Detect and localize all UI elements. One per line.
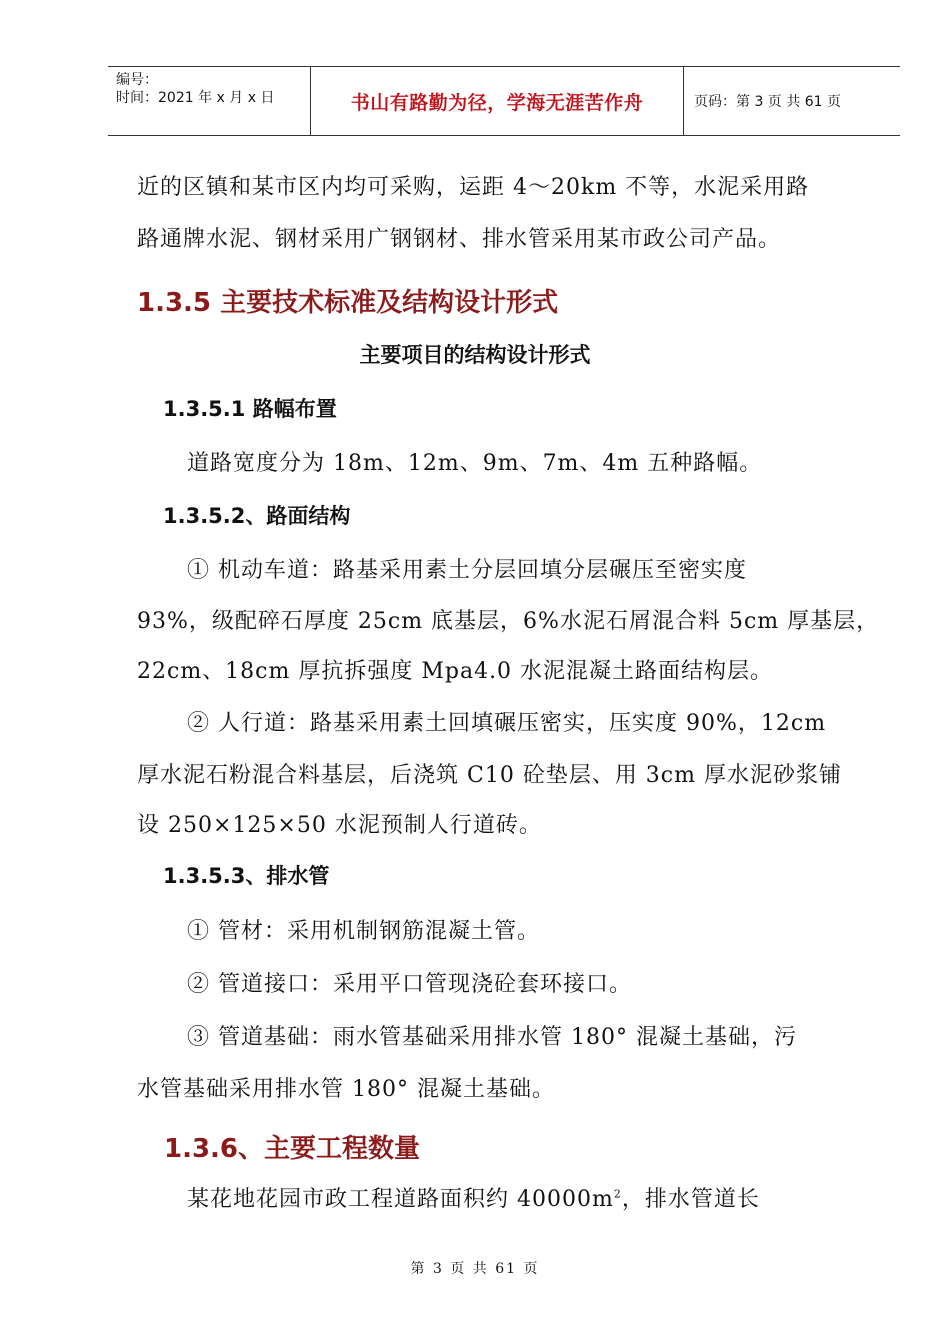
- subsection-heading-1-3-5-2: 1.3.5.2、路面结构: [163, 504, 351, 528]
- paragraph-line: 设 250×125×50 水泥预制人行道砖。: [137, 813, 542, 838]
- paragraph-line: 近的区镇和某市区内均可采购，运距 4～20km 不等，水泥采用路: [137, 175, 810, 200]
- paragraph-line: ① 机动车道：路基采用素土分层回填分层碾压至密实度: [187, 558, 747, 583]
- paragraph-line: 93%，级配碎石厚度 25cm 底基层，6%水泥石屑混合料 5cm 厚基层，: [137, 609, 880, 634]
- paragraph-line: [187, 1182, 760, 1213]
- paragraph-line: 道路宽度分为 18m、12m、9m、7m、4m 五种路幅。: [187, 451, 763, 476]
- superscript: 2: [613, 1187, 622, 1201]
- page-footer: 第 3 页 共 61 页: [410, 1261, 540, 1277]
- header-page-info: 页码：第 3 页 共 61 页: [694, 94, 841, 110]
- paragraph-line: ② 管道接口：采用平口管现浇砼套环接口。: [187, 972, 632, 997]
- doc-time-label: 时间：2021 年 x 月 x 日: [116, 90, 275, 106]
- center-title: 主要项目的结构设计形式: [359, 343, 591, 367]
- paragraph-line: 路通牌水泥、钢材采用广钢钢材、排水管采用某市政公司产品。: [137, 227, 782, 252]
- page-header: [108, 66, 900, 136]
- subsection-heading-1-3-5-1: 1.3.5.1 路幅布置: [163, 397, 337, 421]
- paragraph-line: ② 人行道：路基采用素土回填碾压密实，压实度 90%，12cm: [187, 711, 827, 736]
- header-meta: [108, 67, 310, 135]
- subsection-heading-1-3-5-3: 1.3.5.3、排水管: [163, 864, 330, 888]
- paragraph-line: ① 管材：采用机制钢筋混凝土管。: [187, 919, 540, 944]
- doc-number-label: 编号：: [116, 72, 158, 88]
- text-run: 某花地花园市政工程道路面积约 40000m: [187, 1187, 614, 1212]
- section-heading-1-3-6: 1.3.6、主要工程数量: [164, 1134, 421, 1164]
- header-motto: 书山有路勤为径，学海无涯苦作舟: [350, 91, 644, 114]
- section-heading-1-3-5: 1.3.5 主要技术标准及结构设计形式: [137, 288, 559, 318]
- text-run: ，排水管道长: [621, 1187, 760, 1212]
- paragraph-line: ③ 管道基础：雨水管基础采用排水管 180° 混凝土基础，污: [187, 1025, 797, 1050]
- paragraph-line: 水管基础采用排水管 180° 混凝土基础。: [137, 1077, 555, 1102]
- paragraph-line: 22cm、18cm 厚抗拆强度 Mpa4.0 水泥混凝土路面结构层。: [137, 659, 774, 684]
- header-motto-cell: [310, 67, 684, 135]
- paragraph-line: 厚水泥石粉混合料基层，后浇筑 C10 砼垫层、用 3cm 厚水泥砂浆铺: [137, 763, 842, 788]
